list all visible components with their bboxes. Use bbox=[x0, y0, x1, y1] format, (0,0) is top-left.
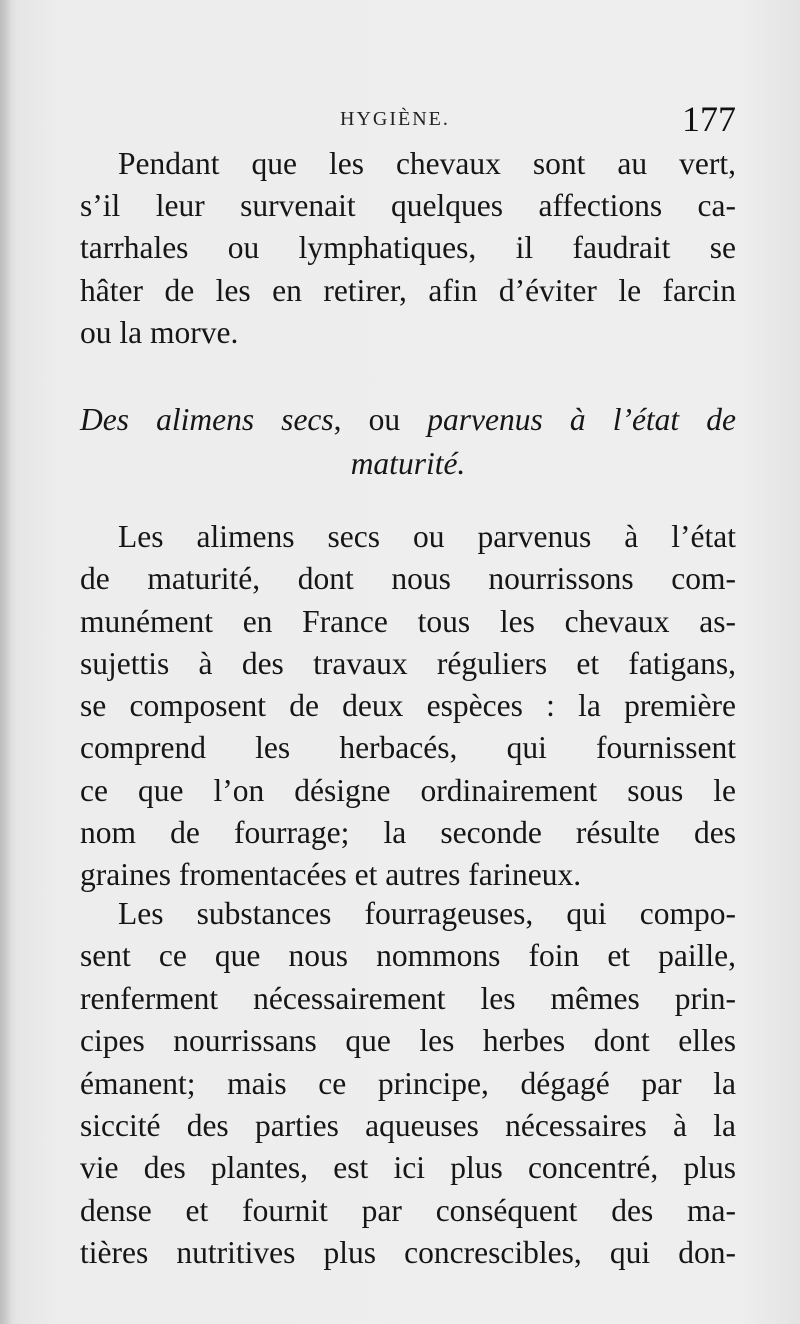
paragraph-line: ou la morve. bbox=[80, 314, 239, 350]
paragraph-line: Pendant que les chevaux sont au vert, bbox=[118, 146, 736, 181]
paragraph-line: de maturité, dont nous nourrissons com- bbox=[80, 561, 736, 597]
section-title-roman: , ou bbox=[333, 402, 428, 437]
paragraph-line: émanent; mais ce principe, dégagé par la bbox=[80, 1065, 736, 1101]
paragraph-line: siccité des parties aqueuses nécessaires à la bbox=[80, 1107, 736, 1143]
paragraph-line: tières nutritives plus concrescibles, qui don- bbox=[80, 1235, 736, 1271]
paragraph-line: sent ce que nous nommons foin et paille, bbox=[80, 938, 736, 974]
spine-shadow bbox=[0, 0, 12, 1324]
paragraph-line: ce que l’on désigne ordinairement sous le bbox=[80, 772, 736, 808]
page-number: 177 bbox=[682, 99, 736, 139]
paragraph-2 bbox=[80, 516, 736, 897]
section-title bbox=[80, 398, 736, 486]
paragraph-line: cipes nourrissans que les herbes dont elles bbox=[80, 1023, 736, 1059]
paragraph-line: vie des plantes, est ici plus concentré, plus bbox=[80, 1150, 736, 1186]
section-title-italic-c: maturité. bbox=[350, 446, 466, 481]
paragraph-line: Les substances fourrageuses, qui compo- bbox=[118, 896, 736, 931]
paragraph-line: dense et fournit par conséquent des ma- bbox=[80, 1192, 736, 1228]
paragraph-line: munément en France tous les chevaux as- bbox=[80, 603, 736, 639]
section-title-italic-b: parvenus à l’état de bbox=[427, 402, 737, 437]
paragraph-3 bbox=[80, 893, 736, 1275]
paragraph-line: hâter de les en retirer, afin d’éviter le farcin bbox=[80, 272, 736, 308]
section-title-line-2 bbox=[80, 442, 736, 486]
paragraph-line: se composent de deux espèces : la première bbox=[80, 688, 736, 724]
running-head: HYGIÈNE. bbox=[340, 108, 450, 130]
paragraph-line: Les alimens secs ou parvenus à l’état bbox=[118, 519, 736, 554]
paragraph-1 bbox=[80, 143, 736, 354]
paragraph-line: tarrhales ou lymphatiques, il faudrait se bbox=[80, 230, 736, 266]
paragraph-line: graines fromentacées et autres farineux. bbox=[80, 857, 582, 893]
paragraph-line: nom de fourrage; la seconde résulte des bbox=[80, 815, 736, 851]
paragraph-line: comprend les herbacés, qui fournissent bbox=[80, 730, 736, 766]
paragraph-line: renferment nécessairement les mêmes prin- bbox=[80, 980, 736, 1016]
section-title-line-1 bbox=[80, 398, 736, 442]
section-title-italic-a: Des alimens secs bbox=[80, 402, 334, 437]
paragraph-line: sujettis à des travaux réguliers et fatigans, bbox=[80, 645, 736, 681]
paragraph-line: s’il leur survenait quelques affections ca- bbox=[80, 188, 736, 224]
